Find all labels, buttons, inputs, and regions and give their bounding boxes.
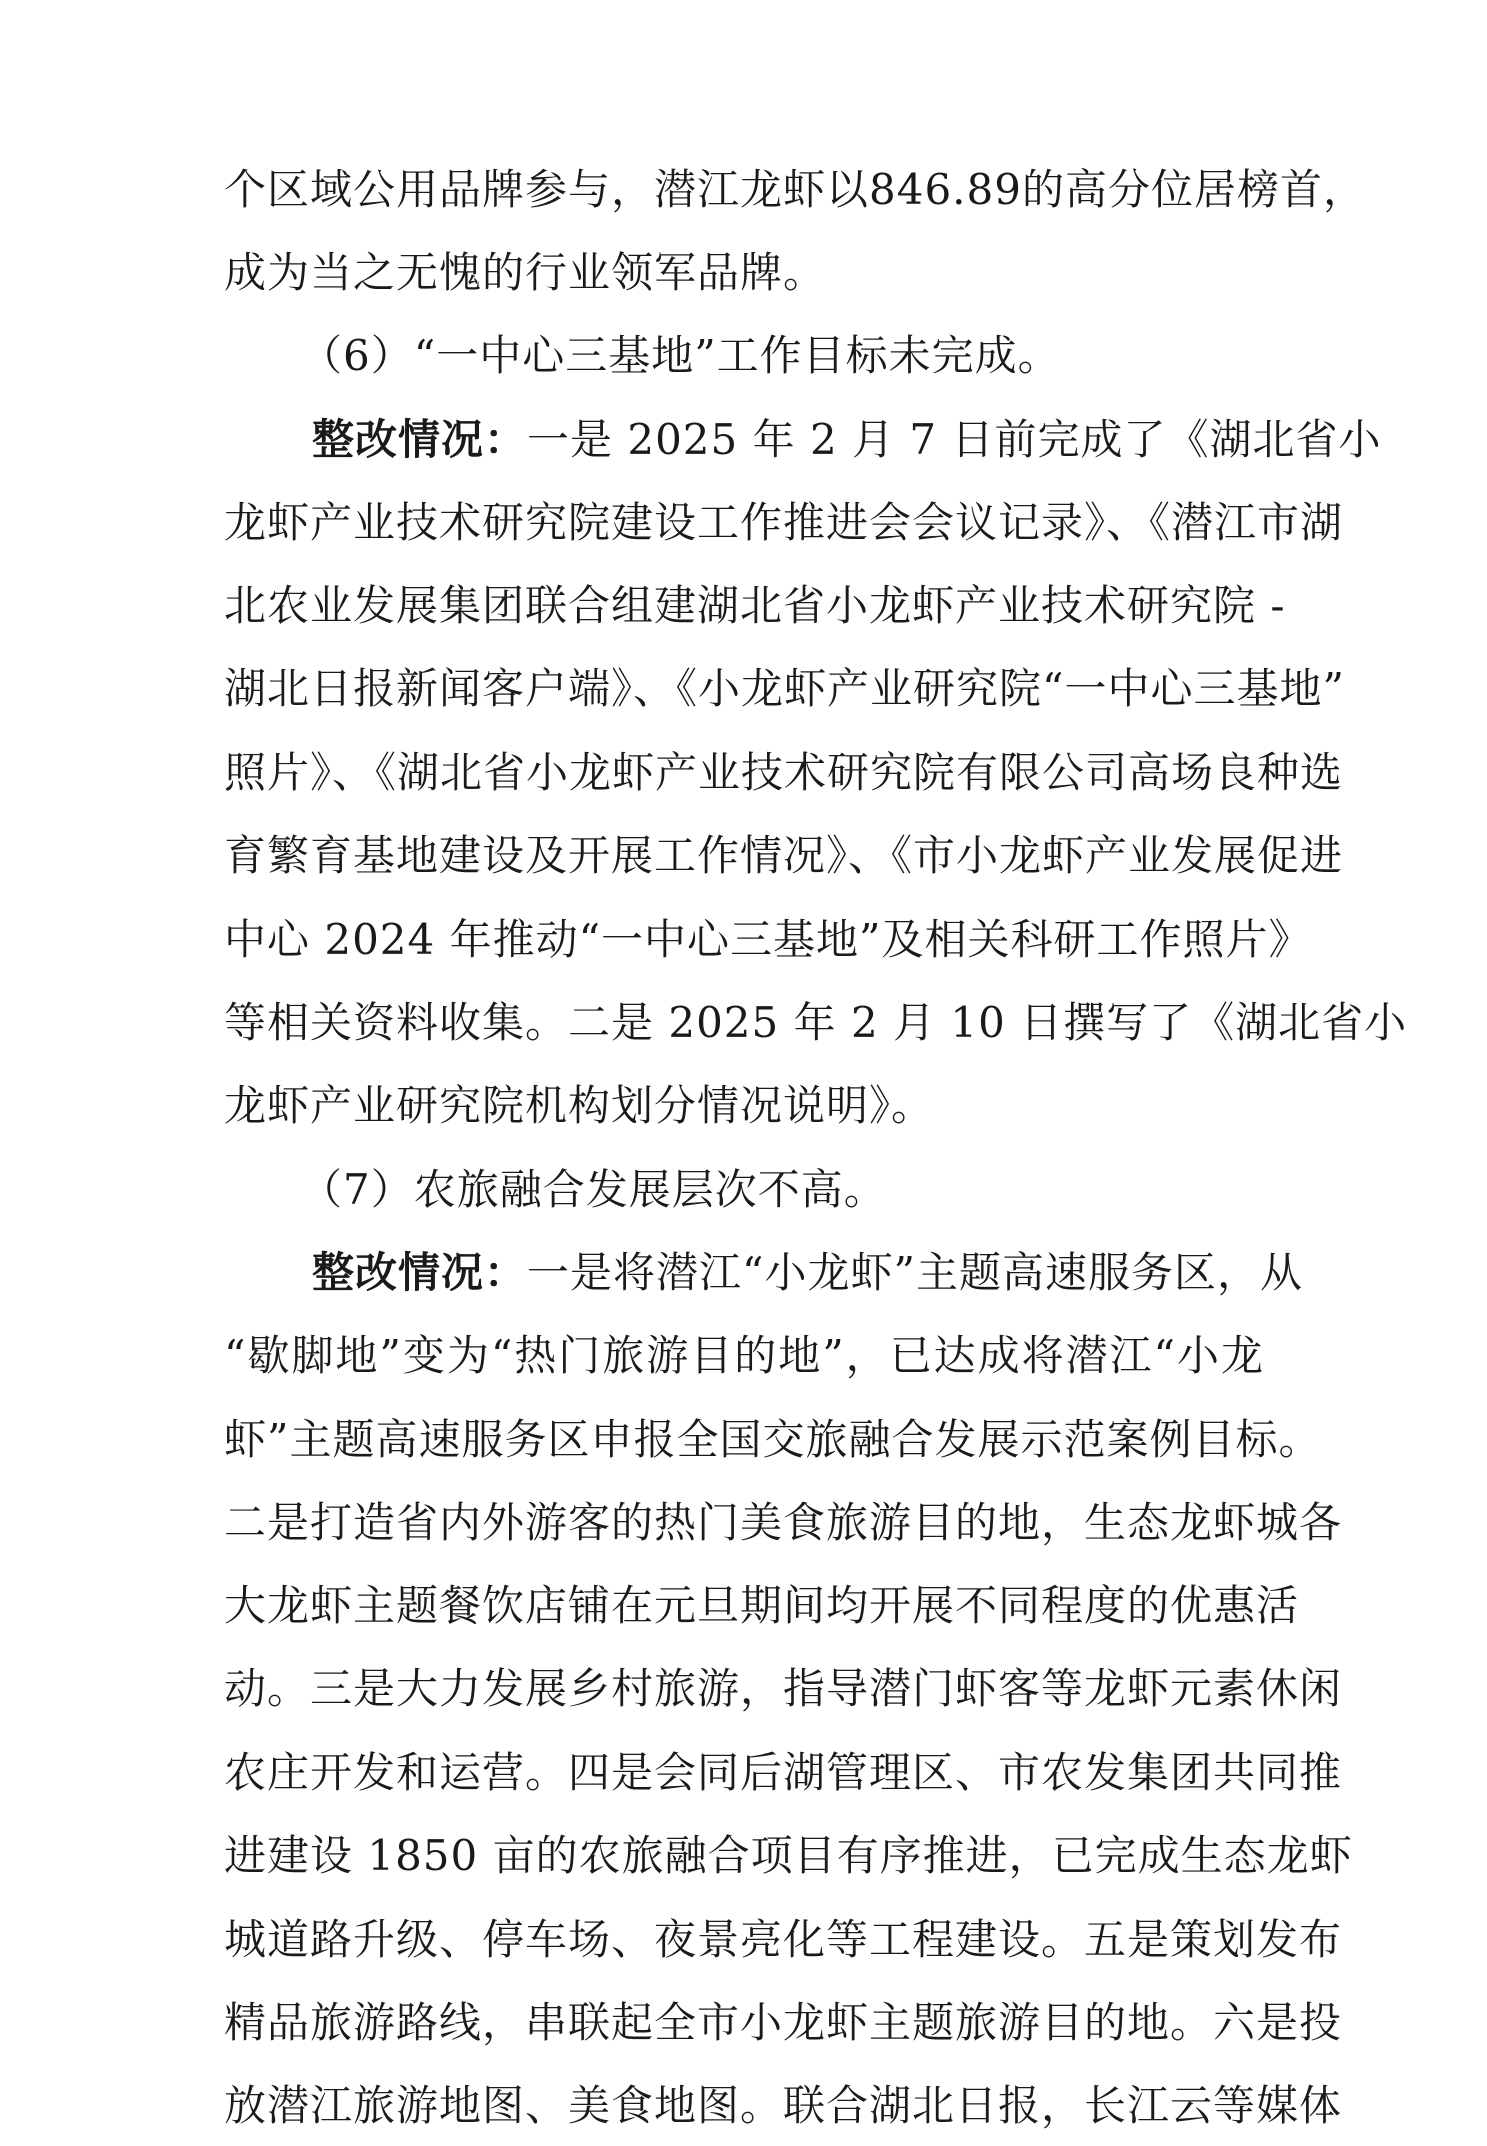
p3-line-8: 等相关资料收集。二是 2025 年 2 月 10 日撰写了《湖北省小 bbox=[224, 998, 1408, 1047]
p5-line-11: 放潜江旅游地图、美食地图。联合湖北日报，长江云等媒体 bbox=[224, 2081, 1343, 2130]
p5-line-7: 农庄开发和运营。四是会同后湖管理区、市农发集团共同推 bbox=[224, 1748, 1343, 1797]
p5-line-8: 进建设 1850 亩的农旅融合项目有序推进，已完成生态龙虾 bbox=[224, 1831, 1353, 1880]
p1-line-2: 成为当之无愧的行业领军品牌。 bbox=[224, 248, 827, 297]
p3-line-6: 育繁育基地建设及开展工作情况》、《市小龙虾产业发展促进 bbox=[224, 831, 1344, 880]
p5-line-6: 动。三是大力发展乡村旅游，指导潜门虾客等龙虾元素休闲 bbox=[224, 1664, 1343, 1713]
p3-line-5: 照片》、《湖北省小龙虾产业技术研究院有限公司高场良种选 bbox=[224, 748, 1344, 797]
p3-line-7: 中心 2024 年推动“一中心三基地”及相关科研工作照片》 bbox=[224, 915, 1312, 964]
p3-line-3: 北农业发展集团联合组建湖北省小龙虾产业技术研究院 - bbox=[224, 581, 1286, 630]
p5-line-1-text: 一是将潜江“小龙虾”主题高速服务区，从 bbox=[527, 1248, 1303, 1297]
p2-heading: （6）“一中心三基地”工作目标未完成。 bbox=[300, 331, 1061, 380]
p5-line-5: 大龙虾主题餐饮店铺在元旦期间均开展不同程度的优惠活 bbox=[224, 1581, 1300, 1630]
p3-line-9: 龙虾产业研究院机构划分情况说明》。 bbox=[224, 1081, 935, 1130]
p3-label: 整改情况： bbox=[312, 415, 528, 464]
p3-line-1 bbox=[312, 400, 1382, 480]
p1-line-1: 个区域公用品牌参与，潜江龙虾以846.89的高分位居榜首， bbox=[224, 165, 1366, 214]
p3-line-1-text: 一是 2025 年 2 月 7 日前完成了《湖北省小 bbox=[527, 415, 1382, 464]
p5-line-1 bbox=[312, 1233, 1303, 1313]
p3-line-4: 湖北日报新闻客户端》、《小龙虾产业研究院“一中心三基地” bbox=[224, 664, 1345, 713]
p5-line-4: 二是打造省内外游客的热门美食旅游目的地，生态龙虾城各 bbox=[224, 1498, 1343, 1547]
p3-line-2: 龙虾产业技术研究院建设工作推进会会议记录》、《潜江市湖 bbox=[224, 498, 1344, 547]
p5-line-9: 城道路升级、停车场、夜景亮化等工程建设。五是策划发布 bbox=[224, 1915, 1343, 1964]
p4-heading: （7）农旅融合发展层次不高。 bbox=[300, 1165, 887, 1214]
p5-line-3: 虾”主题高速服务区申报全国交旅融合发展示范案例目标。 bbox=[224, 1415, 1322, 1464]
p5-line-10: 精品旅游路线，串联起全市小龙虾主题旅游目的地。六是投 bbox=[224, 1998, 1343, 2047]
p5-label: 整改情况： bbox=[312, 1248, 528, 1297]
p5-line-2: “歇脚地”变为“热门旅游目的地”，已达成将潜江“小龙 bbox=[224, 1331, 1264, 1380]
